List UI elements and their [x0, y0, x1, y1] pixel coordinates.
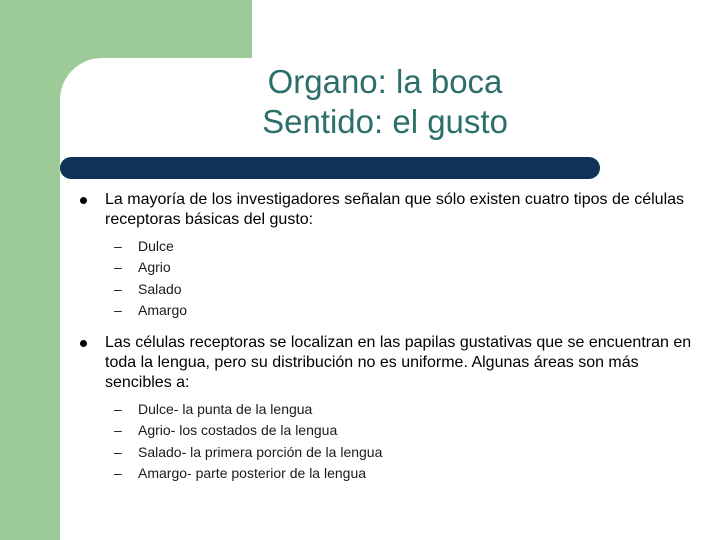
sub-item-text: Amargo — [138, 301, 188, 318]
bullet-item — [75, 333, 705, 393]
sub-item — [75, 442, 705, 463]
sub-list — [75, 399, 705, 484]
sub-item-text: Salado- la primera porción de la lengua — [138, 443, 383, 460]
sub-item-text: Dulce- la punta de la lengua — [138, 401, 313, 418]
title-underline-bar — [60, 157, 600, 179]
sub-item — [75, 420, 705, 441]
dash-icon: – — [114, 280, 122, 297]
dash-icon: – — [114, 465, 122, 482]
sub-item-text: Amargo- parte posterior de la lengua — [138, 465, 367, 482]
title-line-1: Organo: la boca — [267, 63, 503, 100]
title-line-2: Sentido: el gusto — [262, 103, 508, 140]
sub-item-text: Agrio — [138, 259, 171, 276]
dash-icon: – — [114, 443, 122, 460]
sub-item — [75, 300, 705, 321]
bullet-dot-icon — [80, 197, 87, 204]
sub-item — [75, 399, 705, 420]
dash-icon: – — [114, 401, 122, 418]
sub-item-text: Agrio- los costados de la lengua — [138, 422, 338, 439]
dash-icon: – — [114, 422, 122, 439]
bullet-text: Las células receptoras se localizan en las papilas gustativas que se encuentran en toda la lengua, pero su distribución no es uniforme. Algunas áreas son más sencibles a: — [105, 334, 692, 392]
bullet-text: La mayoría de los investigadores señalan que sólo existen cuatro tipos de células receptoras básicas del gusto: — [105, 191, 685, 228]
sub-item-text: Dulce — [138, 238, 174, 254]
sub-item — [75, 279, 705, 300]
bullet-item — [75, 190, 705, 230]
sub-list — [75, 236, 705, 321]
dash-icon: – — [114, 301, 122, 318]
slide-title — [150, 62, 620, 142]
bullet-dot-icon — [80, 340, 87, 347]
sub-item — [75, 257, 705, 278]
sub-item — [75, 463, 705, 484]
slide-body — [75, 190, 705, 496]
sub-item — [75, 236, 705, 257]
sub-item-text: Salado — [138, 280, 182, 297]
dash-icon: – — [114, 238, 122, 254]
dash-icon: – — [114, 259, 122, 276]
